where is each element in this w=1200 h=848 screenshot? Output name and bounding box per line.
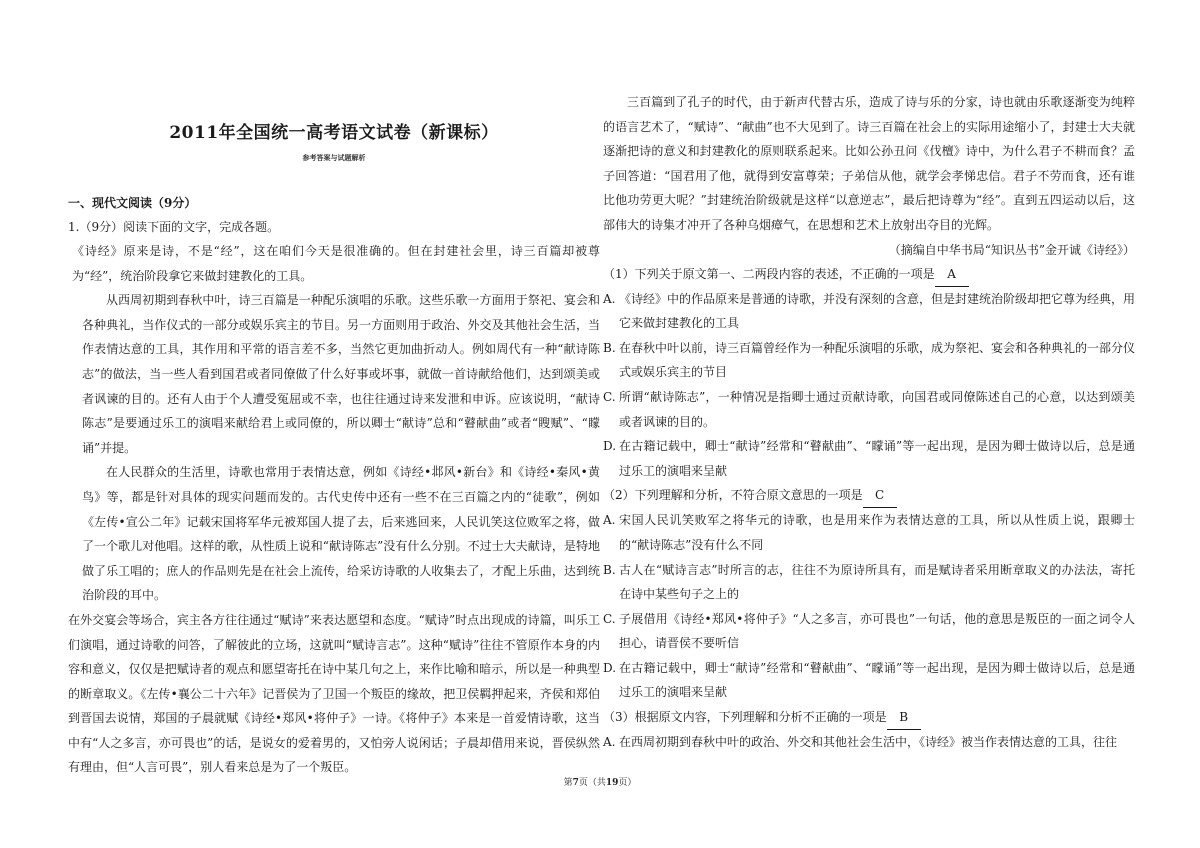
question-2-option-d xyxy=(603,656,1135,705)
option-text: 《诗经》中的作品原来是普通的诗歌，并没有深刻的含意，但是封建统治阶级却把它尊为经典，用它来做封建教化的工具 xyxy=(619,291,1136,331)
option-text: 在春秋中叶以前，诗三百篇曾经作为一种配乐演唱的乐歌，成为祭祀、宴会和各种典礼的一部分仪式或娱乐宾主的节目 xyxy=(619,340,1136,380)
option-letter: A. xyxy=(603,291,616,306)
page-footer xyxy=(0,775,1200,788)
question-1-text: （1）下列关于原文第一、二两段内容的表述，不正确的一项是 xyxy=(603,266,935,281)
footer-prefix: 第 xyxy=(563,778,573,788)
option-letter: A. xyxy=(603,735,616,750)
question-1-option-d xyxy=(603,434,1135,483)
option-text: 宋国人民讥笑败军之将华元的诗歌，也是用来作为表情达意的工具，所以从性质上说，跟卿士的“献诗陈志”没有什么不同 xyxy=(619,513,1135,552)
page-title: 2011年全国统一高考语文试卷（新课标） xyxy=(169,123,499,143)
option-letter: B. xyxy=(603,562,616,577)
passage-paragraph-4: 在外交宴会等场合，宾主各方往往通过“赋诗”来表达愿望和态度。“赋诗”时点出现成的诗篇，叫乐工们演唱，通过诗歌的问答，了解彼此的立场，这就叫“赋诗言志”。这种“赋诗”往往不管原作本身的内容和意义，仅仅是把赋诗者的观点和愿望寄托在诗中某几句之上，来作比喻和暗示，所以是一种典型的断章取义。《左传•襄公二十六年》记晋侯为了卫国一个叛臣的缘故，把卫侯羁押起来，齐侯和郑伯到晋国去说情，郑国的子晨就赋《诗经•郑风•将仲子》一诗。《将仲子》本来是一首爱情诗歌，这当中有“人之多言，亦可畏也”的话，是说女的爱着男的，又怕旁人说闲话；子晨却借用来说，晋侯纵然有理由，但“人言可畏”，别人看来总是为了一个叛臣。 xyxy=(68,612,600,775)
question-3-answer: B xyxy=(887,705,921,730)
passage-paragraph-1: 《诗经》原来是诗，不是“经”，这在咱们今天是很准确的。但在封建社会里，诗三百篇却被尊为“经”，统治阶段拿它来做封建教化的工具。 xyxy=(72,244,600,283)
passage-paragraph-5: 三百篇到了孔子的时代，由于新声代替古乐，造成了诗与乐的分家，诗也就由乐歌逐渐变为纯粹的语言艺术了，“赋诗”、“献曲”也不大见到了。诗三百篇在社会上的实际用途缩小了，封建士大夫就逐渐把诗的意义和封建教化的原则联系起来。比如公孙丑问《伐檀》诗中，为什么君子不耕而食？孟子回答道：“国君用了他，就得到安富尊荣；子弟信从他，就学会孝悌忠信。君子不劳而食，还有谁比他功劳更大呢？”封建统治阶级就是这样“以意逆志”，最后把诗尊为“经”。直到五四运动以后，这部伟大的诗集才冲开了各种乌烟瘴气，在思想和艺术上放射出夺目的光辉。 xyxy=(603,95,1135,232)
question-1-answer: A xyxy=(935,262,969,287)
option-text: 古人在“赋诗言志”时所言的志，往往不为原诗所具有，而是赋诗者采用断章取义的办法法，寄托在诗中某些句子之上的 xyxy=(619,562,1135,602)
option-text: 所谓“献诗陈志”，一种情况是指卿士通过贡献诗歌，向国君或同僚陈述自己的心意，以达到颂美或者讽谏的目的。 xyxy=(619,389,1135,429)
left-column xyxy=(68,118,600,780)
option-letter: D. xyxy=(603,439,617,454)
question-2-option-b xyxy=(603,558,1135,607)
option-text: 在古籍记载中，卿士“献诗”经常和“瞽献曲”、“矇诵”等一起出现，是因为卿士做诗以后，总是通过乐工的演唱来呈献 xyxy=(619,439,1135,478)
section-heading: 一、现代文阅读（9分） xyxy=(68,196,197,210)
question-3-option-a xyxy=(603,730,1135,755)
page-subtitle: 参考答案与试题解析 xyxy=(302,153,366,162)
footer-suffix: 页） xyxy=(618,778,637,788)
option-letter: B. xyxy=(603,340,616,355)
option-letter: C. xyxy=(603,611,616,626)
passage-paragraph-3: 在人民群众的生活里，诗歌也常用于表情达意，例如《诗经•邶风•新台》和《诗经•秦风•黄鸟》等，都是针对具体的现实问题而发的。古代史传中还有一些不在三百篇之内的“徒歌”，例如《左传•宣公二年》记载宋国将军华元被郑国人提了去，后来逃回来，人民讥笑这位败军之将，做了一个歌儿对他唱。这样的歌，从性质上说和“献诗陈志”没有什么分别。不过士大夫献诗，是特地做了乐工唱的；庶人的作品则先是在社会上流传，给采访诗歌的人收集去了，才配上乐曲，达到统治阶段的耳中。 xyxy=(82,465,600,603)
option-letter: D. xyxy=(603,660,617,675)
question-2-text: （2）下列理解和分析，不符合原文意思的一项是 xyxy=(603,488,863,503)
question-3-text: （3）根据原文内容，下列理解和分析不正确的一项是 xyxy=(603,710,887,725)
footer-page-number: 7 xyxy=(572,778,579,788)
question-2-option-c xyxy=(603,607,1135,656)
option-text: 在西周初期到春秋中叶的政治、外交和其他社会生活中，《诗经》被当作表情达意的工具，往往 xyxy=(619,735,1118,750)
question-1-option-a xyxy=(603,287,1135,336)
question-3-stem xyxy=(603,705,1135,730)
question-1-stem xyxy=(603,262,1135,287)
footer-total-pages: 19 xyxy=(605,778,619,788)
option-letter: C. xyxy=(603,389,616,404)
option-text: 子展借用《诗经•郑风•将仲子》“人之多言，亦可畏也”一句话，他的意思是叛臣的一面之词令人担心，请晋侯不要听信 xyxy=(619,611,1135,651)
right-column xyxy=(603,90,1135,755)
question-2-stem xyxy=(603,483,1135,508)
question-intro: 1.（9分）阅读下面的文字，完成各题。 xyxy=(68,220,280,234)
question-1-option-b xyxy=(603,336,1135,385)
source-citation: （摘编自中华书局“知识丛书”金开诚《诗经》） xyxy=(888,242,1135,257)
passage-paragraph-2: 从西周初期到春秋中叶，诗三百篇是一种配乐演唱的乐歌。这些乐歌一方面用于祭祀、宴会和各种典礼，当作仪式的一部分或娱乐宾主的节目。另一方面则用于政治、外交及其他社会生活，当作表情达意的工具，其作用和平常的语言差不多，当然它更加曲折动人。例如周代有一种“献诗陈志”的做法，当一些人看到国君或者同僚做了什么好事或坏事，就做一首诗献给他们，达到颂美或者讽谏的目的。还有人由于个人遭受冤屈或不幸，也往往通过诗来发泄和申诉。应该说明，“献诗陈志”是要通过乐工的演唱来献给君上或同僚的，所以卿士“献诗”总和“瞽献曲”或者“瞍赋”、“矇诵”并提。 xyxy=(82,293,600,455)
option-letter: A. xyxy=(603,513,616,528)
question-2-answer: C xyxy=(863,483,897,508)
footer-mid: 页（共 xyxy=(578,778,606,788)
question-1-option-c xyxy=(603,385,1135,434)
option-text: 在古籍记载中，卿士“献诗”经常和“瞽献曲”、“矇诵”等一起出现，是因为卿士做诗以后，总是通过乐工的演唱来呈献 xyxy=(619,660,1135,700)
question-2-option-a xyxy=(603,508,1135,557)
